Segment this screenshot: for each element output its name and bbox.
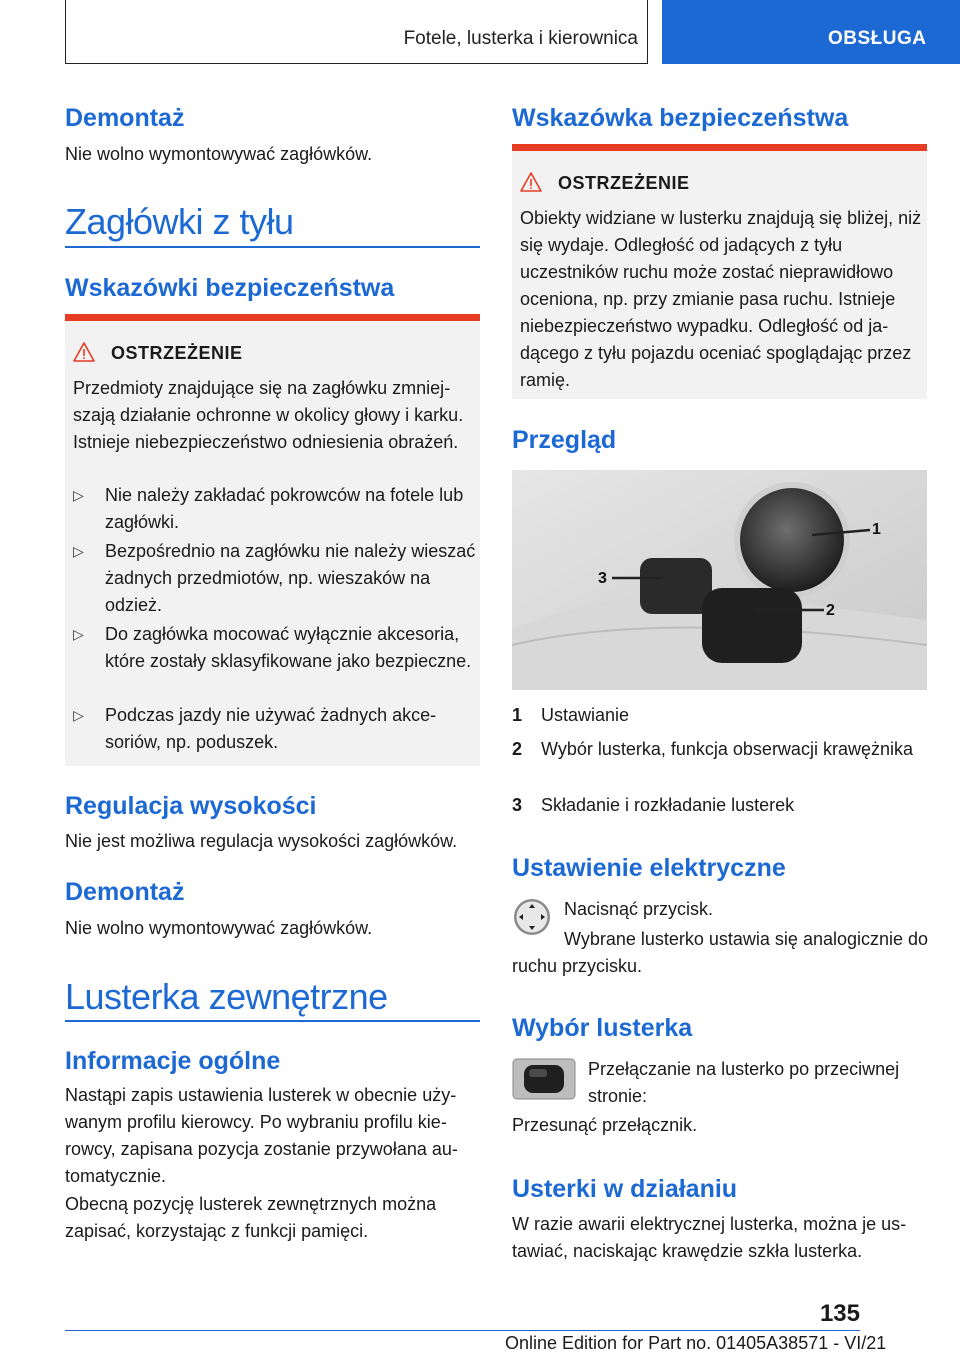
paragraph-informacje-2: Obecną pozycję lusterek zewnętrznych można zapisać, korzystając z funkcji pamięci. <box>65 1194 437 1241</box>
rule-zaglowki <box>65 246 480 248</box>
paragraph-demontaz-2: Nie wolno wymontowywać zagłówków. <box>65 918 373 938</box>
warning-bullet: ▷ Nie należy zakładać pokrowców na fotele lub zagłówki. <box>73 482 478 536</box>
rule-lusterka <box>65 1020 480 1022</box>
warning-triangle-icon <box>520 172 542 192</box>
legend-text: Wybór lusterka, funkcja obserwacji krawężnika <box>541 739 913 759</box>
warning-text: Przedmioty znajdujące się na zagłówku zmniejszają działanie ochronne w okolicy głowy i karku. Istnieje niebezpieczeństwo odniesienia obrażeń. <box>73 378 464 452</box>
bullet-triangle-icon: ▷ <box>73 487 84 503</box>
heading-wskazowki: Wskazówki bezpieczeństwa <box>65 274 395 302</box>
warning-label: OSTRZEŻENIE <box>558 173 690 193</box>
heading-zaglowki: Zagłówki z tyłu <box>65 201 294 242</box>
warning-bullet: ▷ Do zagłówka mocować wyłącznie akcesoria, które zostały sklasyfikowane jako bezpieczne. <box>73 621 478 675</box>
warning-triangle-icon <box>73 342 95 362</box>
footer-rule <box>65 1330 860 1331</box>
legend-number: 1 <box>512 705 523 725</box>
bullet-triangle-icon: ▷ <box>73 626 84 642</box>
warning-text: Obiekty widziane w lusterku znajdują się bliżej, niż się wydaje. Odległość od jadących z tyłu uczestników ruchu może zostać nieprawidłowo oceniona, np. przy zmianie pasa ruchu. Istnieje niebezpieczeństwo wypadku. Odległość od jadącego z tyłu pojazdu oceniać spoglądając przez ramię. <box>520 208 922 390</box>
paragraph-demontaz-1: Nie wolno wymontowywać zagłówków. <box>65 144 373 164</box>
legend-text: Składanie i rozkładanie lusterek <box>541 795 795 815</box>
header-section-title: Fotele, lusterka i kierownica <box>403 28 638 49</box>
heading-lusterka: Lusterka zewnętrzne <box>65 976 388 1017</box>
heading-demontaz-1: Demontaż <box>65 104 185 132</box>
paragraph-wybor-1: Przełączanie na lusterko po przeciwnej stronie: <box>588 1059 900 1106</box>
heading-informacje: Informacje ogólne <box>65 1047 281 1075</box>
heading-przeglad: Przegląd <box>512 426 617 454</box>
warning-label: OSTRZEŻENIE <box>111 343 243 363</box>
warning-bar <box>65 314 480 321</box>
warning-bar <box>512 144 927 151</box>
heading-wybor: Wybór lusterka <box>512 1014 693 1042</box>
header-badge-label: OBSŁUGA <box>828 28 927 49</box>
legend-number: 2 <box>512 739 523 759</box>
paragraph-wybor-2: Przesunąć przełącznik. <box>512 1115 698 1135</box>
heading-regulacja: Regulacja wysokości <box>65 792 317 820</box>
paragraph-ustawienie-1: Nacisnąć przycisk. <box>564 899 714 919</box>
page-number: 135 <box>819 1300 860 1327</box>
legend-text: Ustawianie <box>541 705 630 725</box>
heading-wskazowka: Wskazówka bezpieczeństwa <box>512 104 849 132</box>
footer-edition: Online Edition for Part no. 01405A38571 - VI/21 <box>505 1333 887 1353</box>
header-badge <box>662 0 960 64</box>
warning-bullet: ▷ Podczas jazdy nie używać żadnych akcesoriów, np. poduszek. <box>73 702 478 756</box>
callout-1: 1 <box>872 521 881 538</box>
mirror-control-figure <box>512 470 927 690</box>
mirror-select-switch-icon <box>512 1058 576 1100</box>
bullet-triangle-icon: ▷ <box>73 543 84 559</box>
paragraph-usterki: W razie awarii elektrycznej lusterka, można je ustawiać, naciskając krawędzie szkła lusterka. <box>512 1214 907 1261</box>
callout-3: 3 <box>598 570 607 587</box>
callout-2: 2 <box>826 602 835 619</box>
bullet-triangle-icon: ▷ <box>73 707 84 723</box>
warning-box-right <box>512 144 927 399</box>
paragraph-ustawienie-2: Wybrane lusterko ustawia się analogicznie do ruchu przycisku. <box>512 929 929 976</box>
heading-demontaz-2: Demontaż <box>65 878 185 906</box>
heading-ustawienie: Ustawienie elektryczne <box>512 854 786 882</box>
warning-bullet: ▷ Bezpośrednio na zagłówku nie należy wieszać żadnych przedmiotów, np. wieszaków na odzież. <box>73 538 478 619</box>
paragraph-regulacja: Nie jest możliwa regulacja wysokości zagłówków. <box>65 831 458 851</box>
heading-usterki: Usterki w działaniu <box>512 1175 738 1203</box>
warning-box-left <box>65 314 480 766</box>
legend-number: 3 <box>512 795 523 815</box>
paragraph-informacje-1: Nastąpi zapis ustawienia lusterek w obecnie używanym profilu kierowcy. Po wybraniu profilu kierowcy, zapisana pozycja zostanie przywołana automatycznie. <box>65 1085 458 1186</box>
